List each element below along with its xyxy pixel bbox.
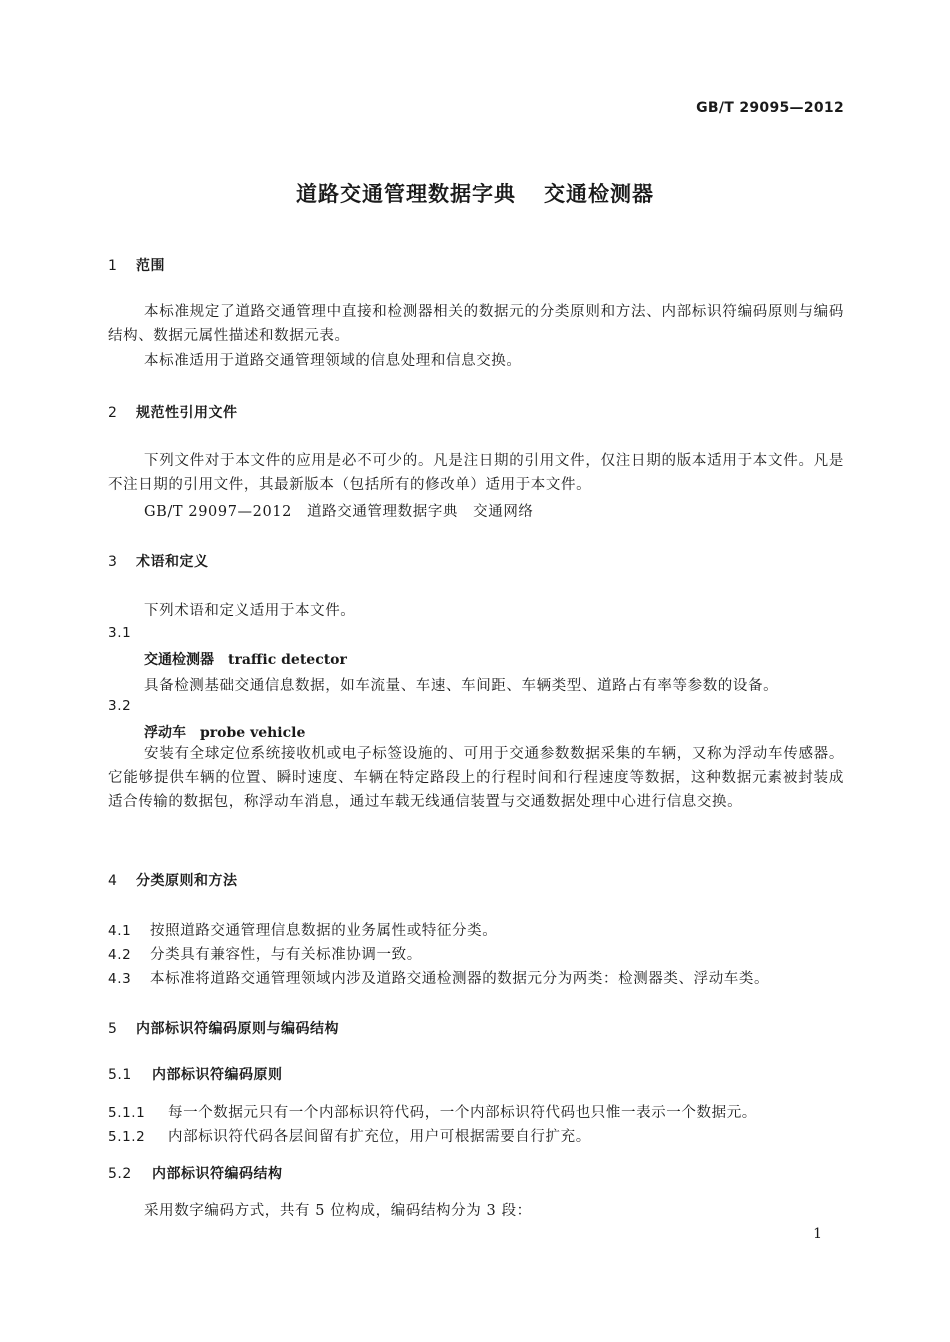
clause-4-3: 4.3 本标准将道路交通管理领域内涉及道路交通检测器的数据元分为两类：检测器类、浮动车类。 — [108, 971, 770, 987]
section-1-title: 范围 — [136, 258, 165, 274]
section-5-2-title: 内部标识符编码结构 — [152, 1166, 283, 1182]
section-3-heading: 3 术语和定义 — [108, 554, 209, 570]
section-1-paragraph-2: 本标准适用于道路交通管理领域的信息处理和信息交换。 — [144, 353, 522, 369]
term-3-2-number: 3.2 — [108, 698, 132, 714]
section-5-2-heading: 5.2 内部标识符编码结构 — [108, 1166, 283, 1182]
section-4-title: 分类原则和方法 — [136, 873, 238, 889]
section-1-heading: 1 范围 — [108, 258, 165, 274]
page-number: 1 — [813, 1226, 822, 1242]
title-part-1: 道路交通管理数据字典 — [296, 182, 516, 206]
section-3-intro: 下列术语和定义适用于本文件。 — [144, 603, 356, 619]
section-4-heading: 4 分类原则和方法 — [108, 873, 238, 889]
standard-number: GB/T 29095—2012 — [696, 100, 844, 116]
section-2-paragraph-1: 下列文件对于本文件的应用是必不可少的。凡是注日期的引用文件，仅注日期的版本适用于本文件。凡是不注日期的引用文件，其最新版本（包括所有的修改单）适用于本文件。 — [108, 453, 844, 493]
term-3-2-title: 浮动车 probe vehicle — [144, 725, 306, 741]
section-2-title: 规范性引用文件 — [136, 405, 238, 421]
term-3-1-definition: 具备检测基础交通信息数据，如车流量、车速、车间距、车辆类型、道路占有率等参数的设备。 — [144, 678, 779, 694]
section-1-paragraph-1: 本标准规定了道路交通管理中直接和检测器相关的数据元的分类原则和方法、内部标识符编码原则与编码结构、数据元属性描述和数据元表。 — [108, 304, 844, 344]
normative-reference: GB/T 29097—2012 道路交通管理数据字典 交通网络 — [144, 504, 534, 520]
section-5-1-title: 内部标识符编码原则 — [152, 1067, 283, 1083]
term-3-2-definition: 安装有全球定位系统接收机或电子标签设施的、可用于交通参数数据采集的车辆，又称为浮动车传感器。它能够提供车辆的位置、瞬时速度、车辆在特定路段上的行程时间和行程速度等数据，这种数据元素被封装成适合传输的数据包，称浮动车消息，通过车载无线通信装置与交通数据处理中心进行信息交换。 — [108, 746, 844, 810]
section-2-heading: 2 规范性引用文件 — [108, 405, 238, 421]
clause-5-1-2: 5.1.2 内部标识符代码各层间留有扩充位，用户可根据需要自行扩充。 — [108, 1129, 591, 1145]
title-part-2: 交通检测器 — [544, 182, 654, 206]
clause-5-1-1: 5.1.1 每一个数据元只有一个内部标识符代码，一个内部标识符代码也只惟一表示一个数据元。 — [108, 1105, 757, 1121]
section-5-2-paragraph: 采用数字编码方式，共有 5 位构成，编码结构分为 3 段： — [144, 1203, 532, 1219]
clause-4-2: 4.2 分类具有兼容性，与有关标准协调一致。 — [108, 947, 422, 963]
clause-4-1: 4.1 按照道路交通管理信息数据的业务属性或特征分类。 — [108, 923, 498, 939]
section-5-heading: 5 内部标识符编码原则与编码结构 — [108, 1021, 339, 1037]
document-title — [0, 178, 950, 208]
section-5-1-heading: 5.1 内部标识符编码原则 — [108, 1067, 283, 1083]
term-3-1-number: 3.1 — [108, 625, 132, 641]
section-3-title: 术语和定义 — [136, 554, 209, 570]
section-5-title: 内部标识符编码原则与编码结构 — [136, 1021, 339, 1037]
term-3-1-title: 交通检测器 traffic detector — [144, 652, 347, 668]
